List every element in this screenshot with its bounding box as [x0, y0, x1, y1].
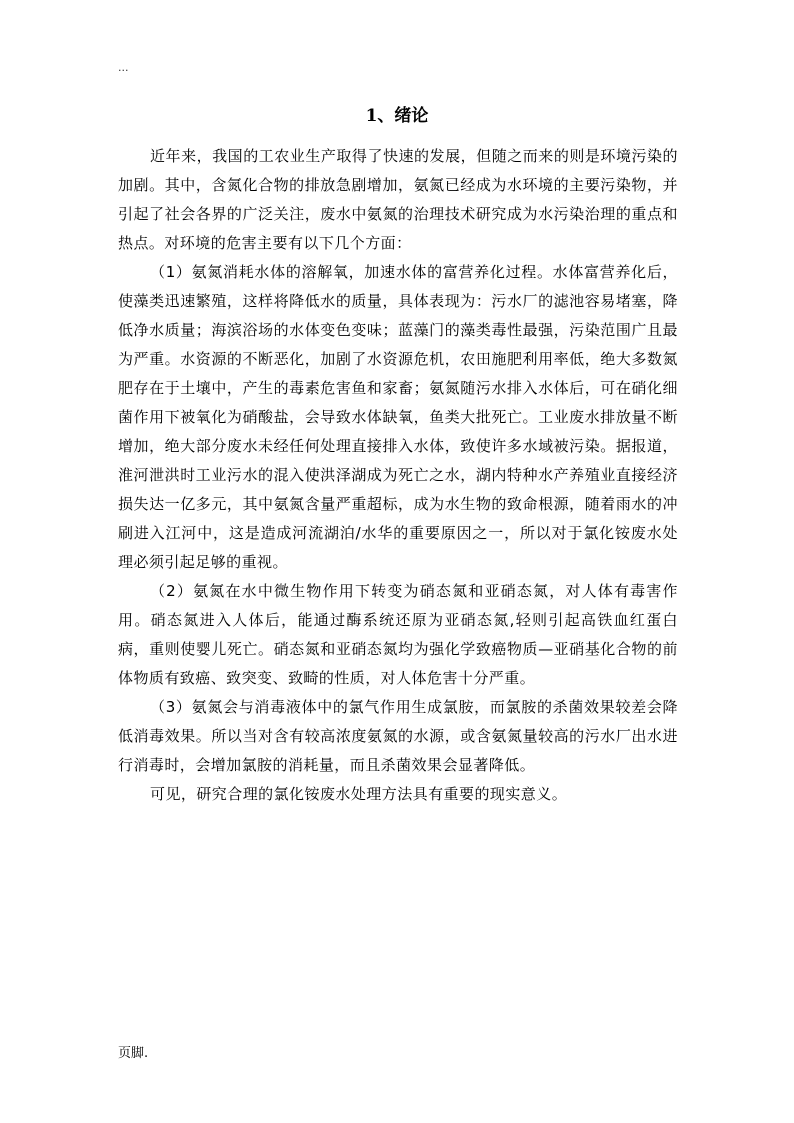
page-footer: 页脚.	[118, 1046, 149, 1061]
paragraph-point-1: （1）氨氮消耗水体的溶解氧，加速水体的富营养化过程。水体富营养化后，使藻类迅速繁殖，这样将降低水的质量，具体表现为：污水厂的滤池容易堵塞，降低净水质量；海滨浴场的水体变色变味；蓝藻门的藻类毒性最强，污染范围广且最为严重。水资源的不断恶化，加剧了水资源危机，农田施肥利用率低，绝大多数氮肥存在于土壤中，产生的毒素危害鱼和家畜；氨氮随污水排入水体后，可在硝化细菌作用下被氧化为硝酸盐，会导致水体缺氧，鱼类大批死亡。工业废水排放量不断增加，绝大部分废水未经任何处理直接排入水体，致使许多水域被污染。据报道，淮河泄洪时工业污水的混入使洪泽湖成为死亡之水，湖内特种水产养殖业直接经济损失达一亿多元，其中氨氮含量严重超标，成为水生物的致命根源，随着雨水的冲刷进入江河中，这是造成河流湖泊/水华的重要原因之一，所以对于氯化铵废水处理必须引起足够的重视。	[118, 263, 678, 571]
paragraph-conclusion: 可见，研究合理的氯化铵废水处理方法具有重要的现实意义。	[150, 785, 568, 803]
section-title: 1、绪论	[365, 106, 429, 126]
header-mark: ...	[118, 61, 129, 74]
paragraph-point-3: （3）氨氮会与消毒液体中的氯气作用生成氯胺，而氯胺的杀菌效果较差会降低消毒效果。所以当对含有较高浓度氨氮的水源，或含氨氮量较高的污水厂出水进行消毒时，会增加氯胺的消耗量，而且杀菌效果会显著降低。	[118, 698, 678, 774]
document-body	[118, 142, 678, 809]
paragraph-intro: 近年来，我国的工农业生产取得了快速的发展，但随之而来的则是环境污染的加剧。其中，含氮化合物的排放急剧增加，氨氮已经成为水环境的主要污染物，并引起了社会各界的广泛关注，废水中氨氮的治理技术研究成为水污染治理的重点和热点。对环境的危害主要有以下几个方面：	[118, 147, 678, 252]
paragraph-point-2: （2）氨氮在水中微生物作用下转变为硝态氮和亚硝态氮，对人体有毒害作用。硝态氮进入人体后，能通过酶系统还原为亚硝态氮,轻则引起高铁血红蛋白病，重则使婴儿死亡。硝态氮和亚硝态氮均为强化学致癌物质—亚硝基化合物的前体物质有致癌、致突变、致畸的性质，对人体危害十分严重。	[118, 582, 678, 687]
